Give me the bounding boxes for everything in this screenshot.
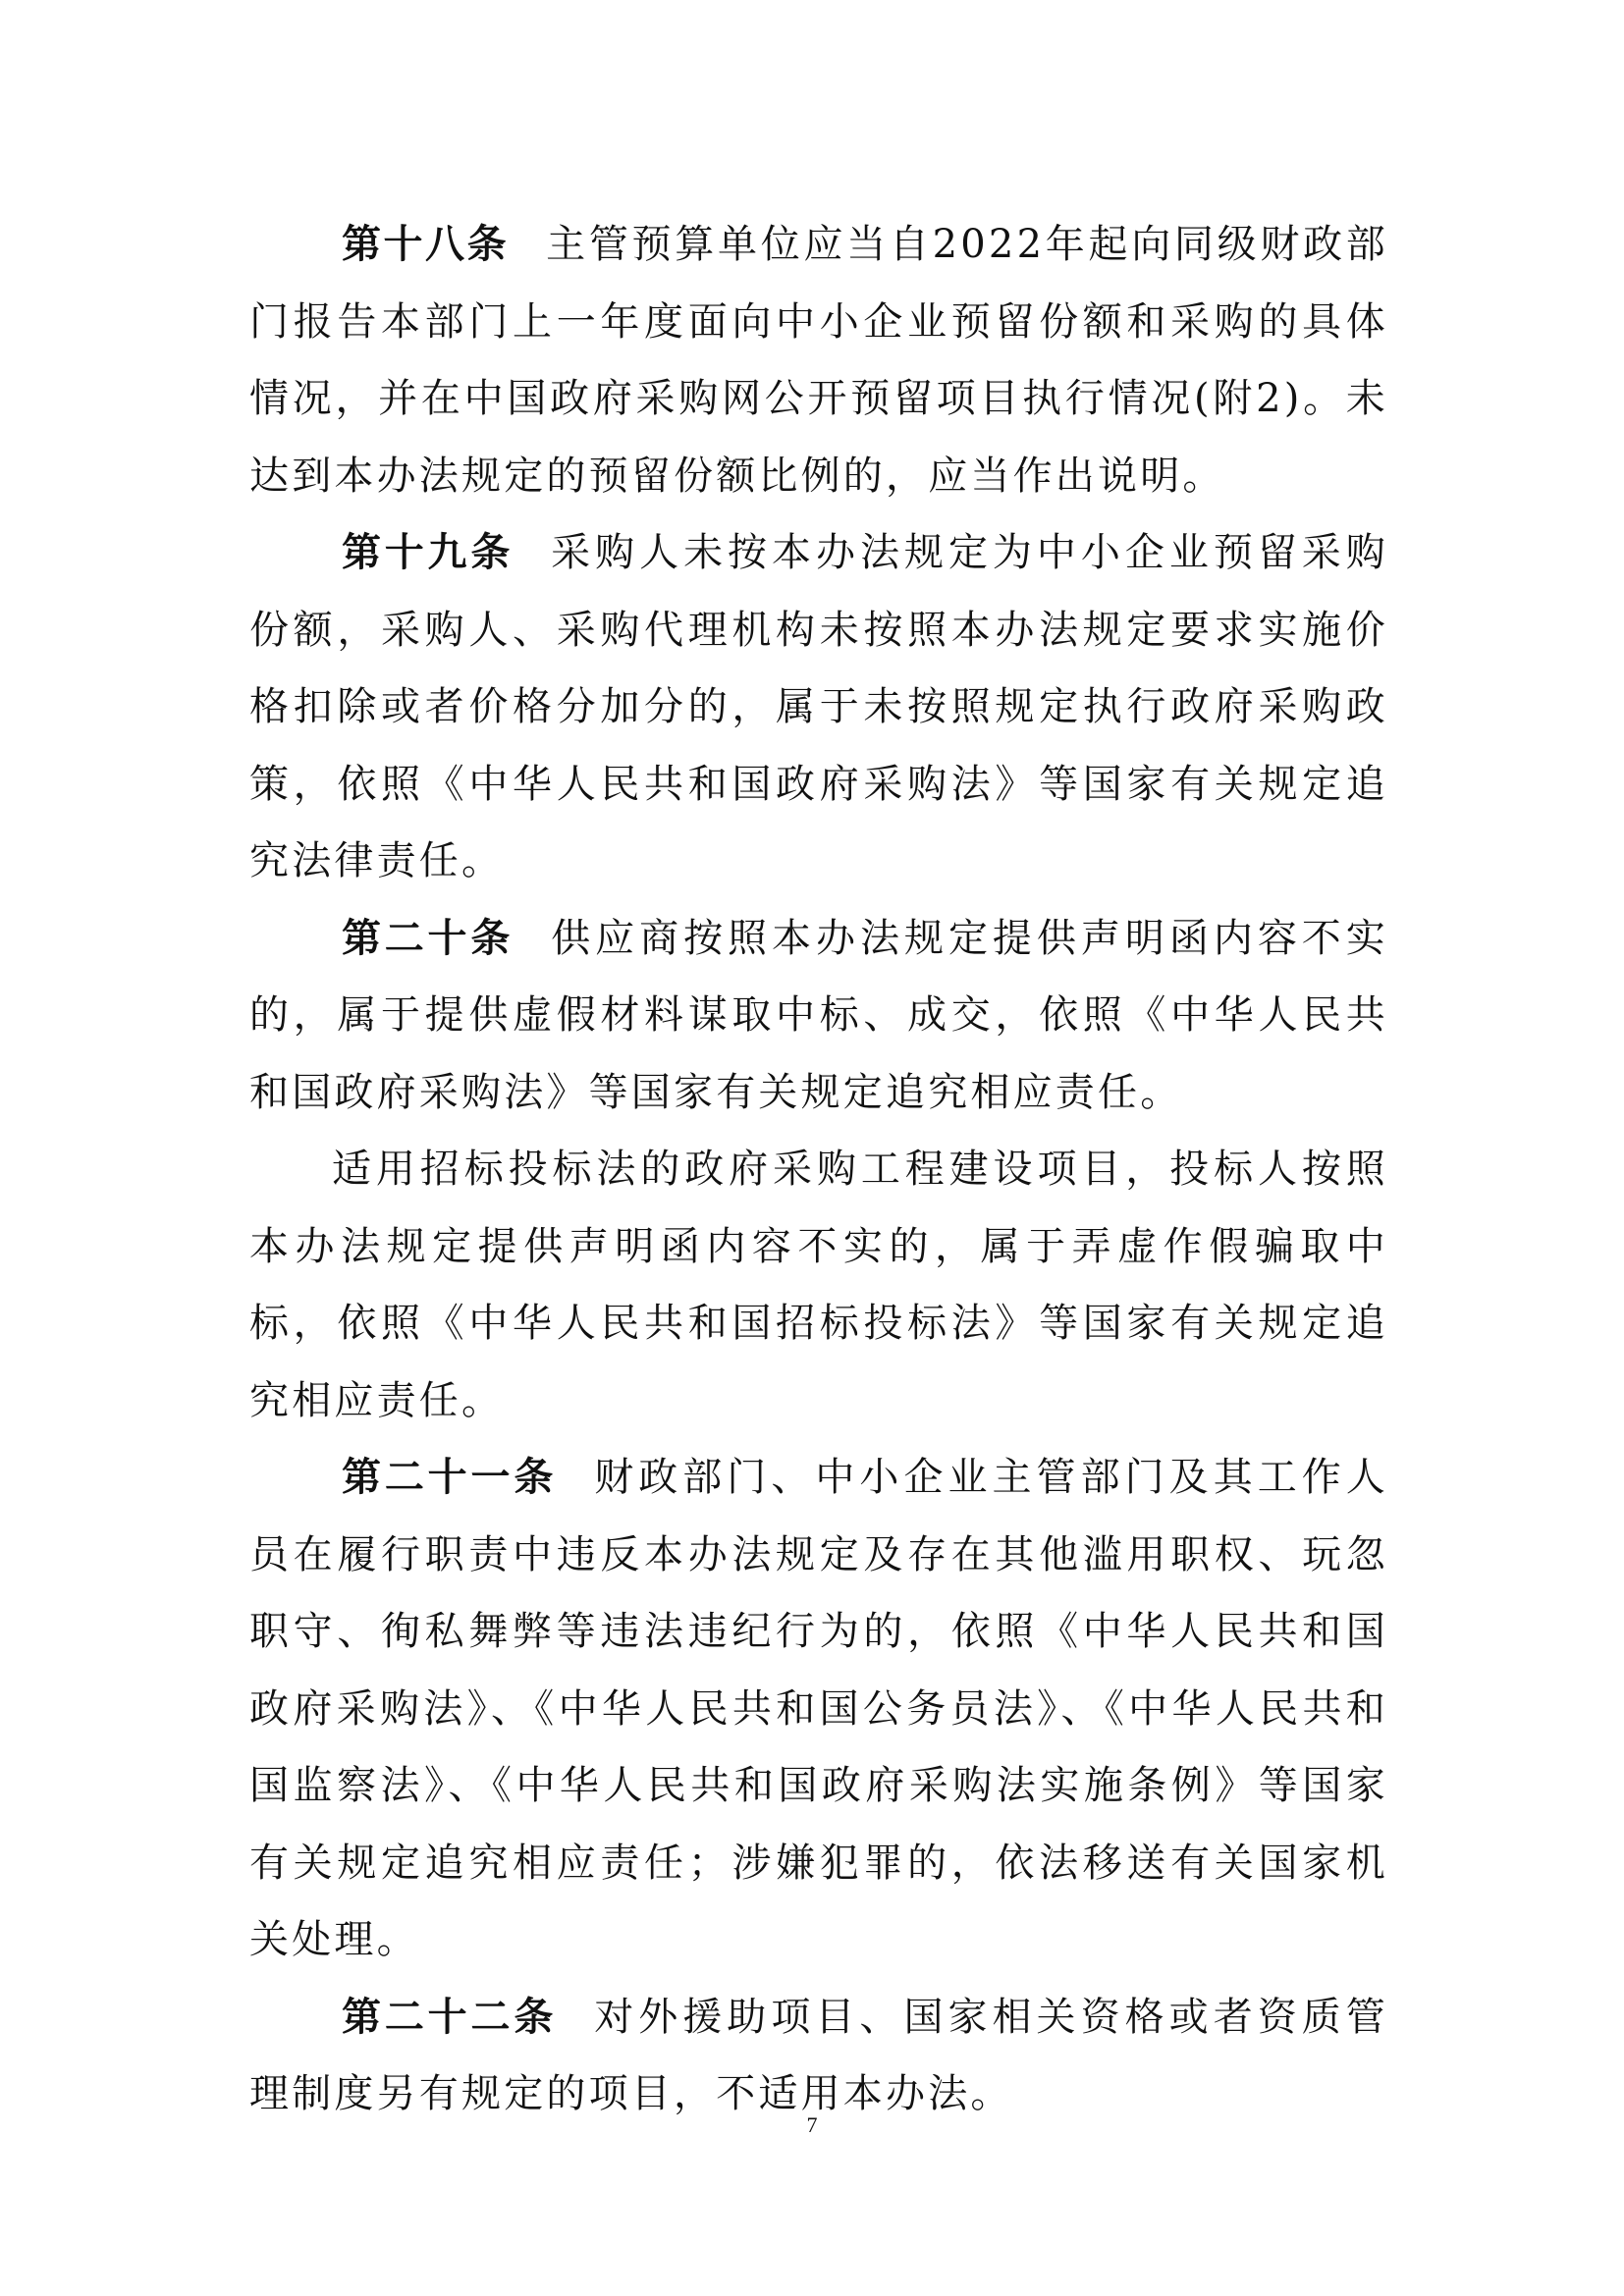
article-22-heading: 第二十二条 xyxy=(342,1994,558,2040)
article-21-heading: 第二十一条 xyxy=(342,1455,558,1500)
article-18-text: 主管预算单位应当自2022年起向同级财政部门报告本部门上一年度面向中小企业预留份额和采购的具体情况，并在中国政府采购网公开预留项目执行情况(附2)。未达到本办法规定的预留份额比例的，应当作出说明。 xyxy=(249,222,1389,499)
article-20-heading: 第二十条 xyxy=(342,915,514,961)
article-18 xyxy=(249,206,1388,514)
article-20-paragraph-2 xyxy=(249,1131,1388,1439)
page-number: 7 xyxy=(806,2112,818,2137)
article-22 xyxy=(249,1979,1388,2133)
article-20-text: 供应商按照本办法规定提供声明函内容不实的，属于提供虚假材料谋取中标、成交，依照《中华人民共和国政府采购法》等国家有关规定追究相应责任。 xyxy=(249,915,1388,1115)
article-18-heading: 第十八条 xyxy=(342,222,510,267)
article-19-heading: 第十九条 xyxy=(342,530,514,575)
article-19-text: 采购人未按本办法规定为中小企业预留采购份额，采购人、采购代理机构未按照本办法规定要求实施价格扣除或者价格分加分的，属于未按照规定执行政府采购政策，依照《中华人民共和国政府采购法》等国家有关规定追究法律责任。 xyxy=(249,530,1388,883)
article-20-paragraph-2-text: 适用招标投标法的政府采购工程建设项目，投标人按照本办法规定提供声明函内容不实的，属于弄虚作假骗取中标，依照《中华人民共和国招标投标法》等国家有关规定追究相应责任。 xyxy=(249,1147,1388,1423)
article-20 xyxy=(249,900,1388,1132)
document-body xyxy=(249,206,1388,2133)
article-21-text: 财政部门、中小企业主管部门及其工作人员在履行职责中违反本办法规定及存在其他滥用职权、玩忽职守、徇私舞弊等违法违纪行为的，依照《中华人民共和国政府采购法》、《中华人民共和国公务员法》、《中华人民共和国监察法》、《中华人民共和国政府采购法实施条例》等国家有关规定追究相应责任；涉嫌犯罪的，依法移送有关国家机关处理。 xyxy=(249,1455,1388,1962)
article-21 xyxy=(249,1439,1388,1979)
article-19 xyxy=(249,514,1388,900)
article-22-text: 对外援助项目、国家相关资格或者资质管理制度另有规定的项目，不适用本办法。 xyxy=(249,1994,1388,2116)
